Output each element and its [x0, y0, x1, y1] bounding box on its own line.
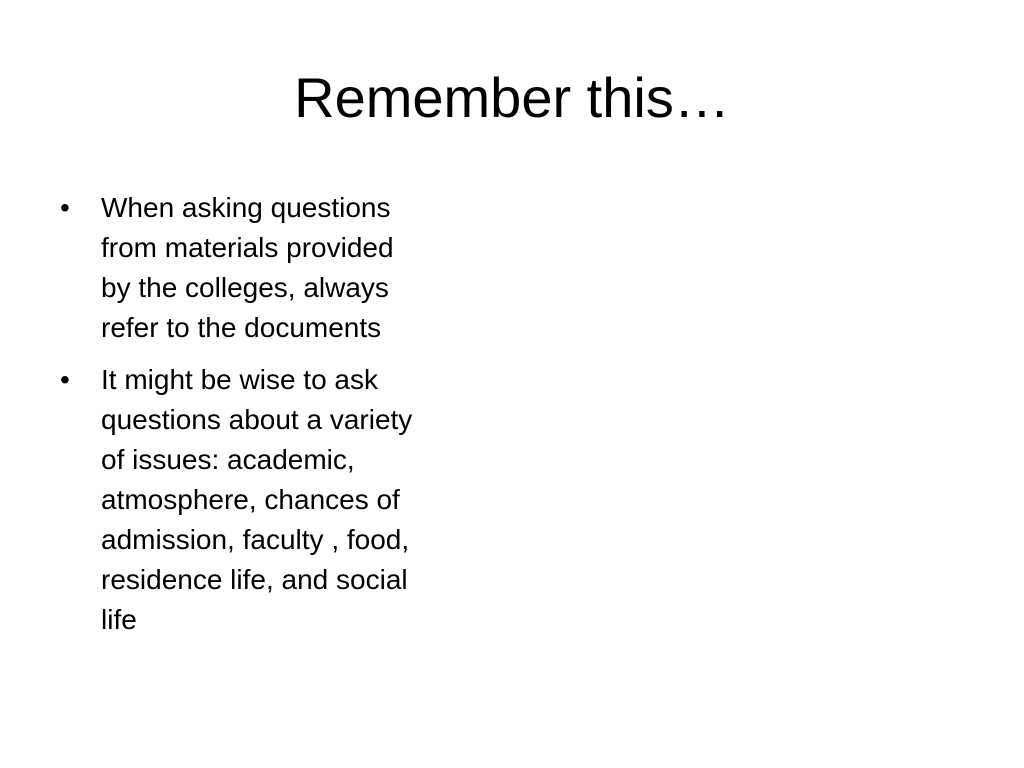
bullet-text-line: from materials provided — [101, 232, 394, 263]
bullet-text — [101, 360, 500, 640]
bullet-text-line: atmosphere, chances of — [101, 484, 400, 515]
bullet-marker: • — [60, 192, 70, 223]
slide-title: Remember this… — [294, 66, 730, 129]
bullet-text-line: life — [101, 604, 137, 635]
bullet-text-line: refer to the documents — [101, 312, 382, 343]
bullet-text-line: When asking questions — [101, 192, 391, 223]
bullet-item — [60, 360, 500, 640]
bullet-text-line: questions about a variety — [101, 404, 413, 435]
bullet-text-line: admission, faculty , food, — [101, 524, 410, 555]
bullet-text-line: It might be wise to ask — [101, 364, 379, 395]
bullet-text-line: of issues: academic, — [101, 444, 355, 475]
bullet-marker: • — [60, 364, 70, 395]
bullet-text — [101, 188, 500, 348]
bullet-list — [60, 188, 500, 652]
bullet-text-line: by the colleges, always — [101, 272, 389, 303]
bullet-text-line: residence life, and social — [101, 564, 408, 595]
bullet-item — [60, 188, 500, 348]
